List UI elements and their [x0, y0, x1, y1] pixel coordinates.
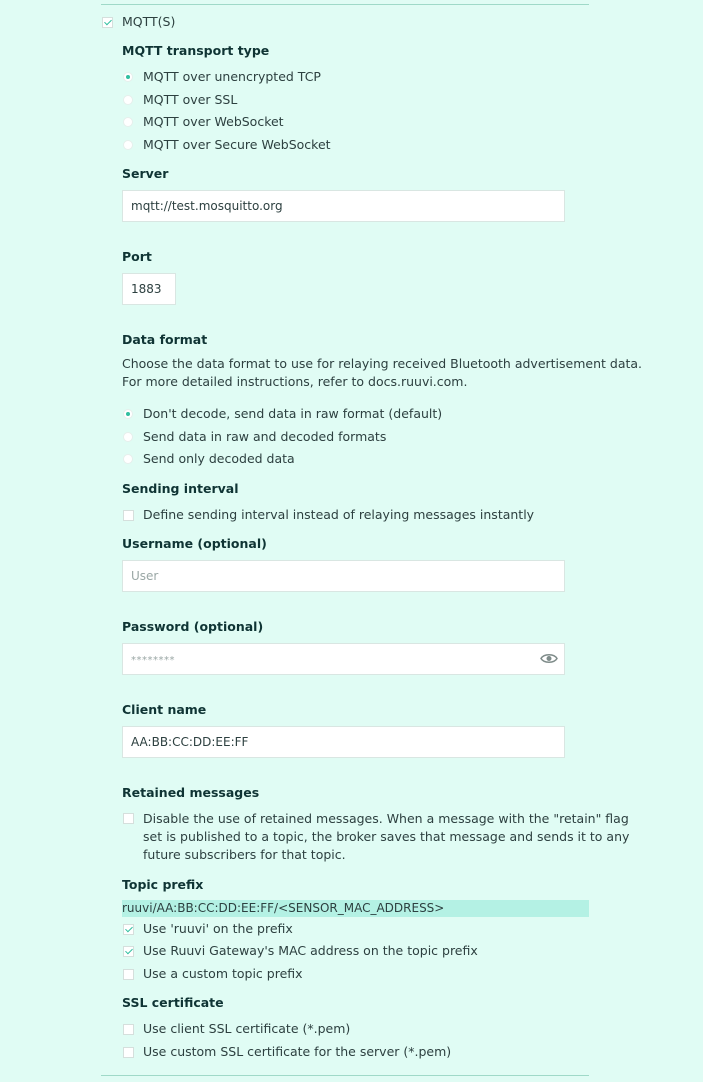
- topic-prefix-ruuvi-checkbox[interactable]: [123, 924, 134, 935]
- username-input[interactable]: User: [122, 560, 565, 592]
- server-input[interactable]: mqtt://test.mosquitto.org: [122, 190, 565, 222]
- retained-checkbox[interactable]: [123, 813, 134, 824]
- data-format-heading: Data format: [122, 332, 208, 347]
- topic-prefix-custom-label[interactable]: Use a custom topic prefix: [143, 966, 303, 981]
- mqtt-enable-checkbox[interactable]: [102, 17, 113, 28]
- sending-interval-label[interactable]: Define sending interval instead of relaying messages instantly: [143, 507, 535, 522]
- port-heading: Port: [122, 249, 152, 264]
- retained-heading: Retained messages: [122, 785, 260, 800]
- transport-label-websocket[interactable]: MQTT over WebSocket: [143, 114, 284, 129]
- port-input[interactable]: 1883: [122, 273, 176, 305]
- mqtt-enable-label: MQTT(S): [122, 14, 176, 29]
- transport-radio-secure-websocket[interactable]: [123, 140, 133, 150]
- bottom-divider: [101, 1075, 589, 1076]
- transport-heading: MQTT transport type: [122, 43, 270, 58]
- ssl-client-cert-label[interactable]: Use client SSL certificate (*.pem): [143, 1021, 351, 1036]
- server-heading: Server: [122, 166, 169, 181]
- topic-prefix-heading: Topic prefix: [122, 877, 204, 892]
- data-format-radio-decoded[interactable]: [123, 454, 133, 464]
- top-divider: [101, 4, 589, 5]
- transport-radio-tcp[interactable]: [123, 72, 133, 82]
- retained-label-line2[interactable]: set is published to a topic, the broker saves that message and sends it to any: [143, 829, 630, 844]
- transport-label-secure-websocket[interactable]: MQTT over Secure WebSocket: [143, 137, 331, 152]
- username-heading: Username (optional): [122, 536, 267, 551]
- topic-prefix-ruuvi-label[interactable]: Use 'ruuvi' on the prefix: [143, 921, 293, 936]
- ssl-heading: SSL certificate: [122, 995, 224, 1010]
- topic-prefix-preview: ruuvi/AA:BB:CC:DD:EE:FF/<SENSOR_MAC_ADDRESS>: [122, 900, 589, 917]
- ssl-client-cert-checkbox[interactable]: [123, 1024, 134, 1035]
- transport-radio-ssl[interactable]: [123, 95, 133, 105]
- data-format-radio-raw[interactable]: [123, 409, 133, 419]
- topic-prefix-custom-checkbox[interactable]: [123, 969, 134, 980]
- transport-radio-websocket[interactable]: [123, 117, 133, 127]
- transport-label-ssl[interactable]: MQTT over SSL: [143, 92, 238, 107]
- password-heading: Password (optional): [122, 619, 264, 634]
- client-name-input[interactable]: AA:BB:CC:DD:EE:FF: [122, 726, 565, 758]
- sending-interval-heading: Sending interval: [122, 481, 239, 496]
- password-input[interactable]: [122, 643, 565, 675]
- password-placeholder: ********: [131, 655, 175, 666]
- ssl-server-cert-checkbox[interactable]: [123, 1047, 134, 1058]
- data-format-description-line1: Choose the data format to use for relaying received Bluetooth advertisement data.: [122, 356, 643, 371]
- data-format-radio-raw-decoded[interactable]: [123, 432, 133, 442]
- topic-prefix-mac-checkbox[interactable]: [123, 946, 134, 957]
- ssl-server-cert-label[interactable]: Use custom SSL certificate for the server (*.pem): [143, 1044, 452, 1059]
- client-name-heading: Client name: [122, 702, 207, 717]
- data-format-label-raw[interactable]: Don't decode, send data in raw format (default): [143, 406, 443, 421]
- data-format-label-raw-decoded[interactable]: Send data in raw and decoded formats: [143, 429, 387, 444]
- transport-label-tcp[interactable]: MQTT over unencrypted TCP: [143, 69, 321, 84]
- retained-label-line1[interactable]: Disable the use of retained messages. When a message with the "retain" flag: [143, 811, 629, 826]
- sending-interval-checkbox[interactable]: [123, 510, 134, 521]
- eye-icon[interactable]: [540, 652, 558, 665]
- data-format-label-decoded[interactable]: Send only decoded data: [143, 451, 295, 466]
- topic-prefix-mac-label[interactable]: Use Ruuvi Gateway's MAC address on the topic prefix: [143, 943, 478, 958]
- data-format-description-line2: For more detailed instructions, refer to docs.ruuvi.com.: [122, 374, 468, 389]
- retained-label-line3[interactable]: future subscribers for that topic.: [143, 847, 346, 862]
